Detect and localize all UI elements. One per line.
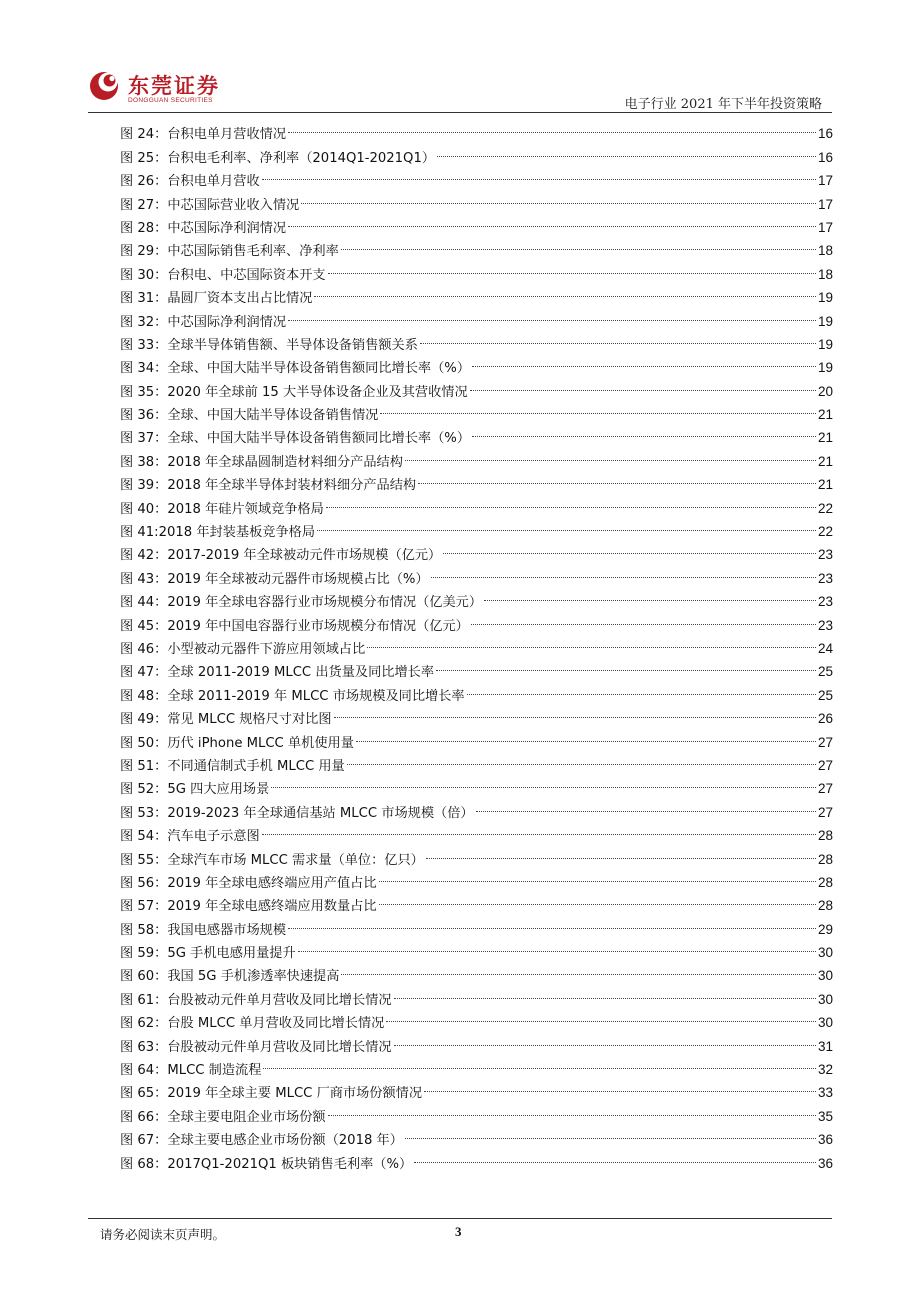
toc-dot-leader [314,279,816,302]
toc-dot-leader [437,138,816,161]
toc-entry-page: 18 [817,266,833,282]
toc-dot-leader [420,326,816,349]
toc-entry-title: 图 50：历代 iPhone MLCC 单机使用量 [120,735,354,751]
toc-entry-title: 图 33：全球半导体销售额、半导体设备销售额关系 [120,337,418,353]
toc-entry-title: 图 65：2019 年全球主要 MLCC 厂商市场份额情况 [120,1086,423,1102]
toc-entry-title: 图 61：台股被动元件单月营收及同比增长情况 [120,992,392,1008]
toc-entry-page: 36 [817,1132,833,1148]
toc-dot-leader [443,536,816,559]
toc-dot-leader [418,466,816,489]
toc-dot-leader [472,419,816,442]
toc-entry-title: 图 63：台股被动元件单月营收及同比增长情况 [120,1039,392,1055]
toc-dot-leader [262,817,816,840]
toc-entry-title: 图 52：5G 四大应用场景 [120,782,270,798]
toc-entry-page: 26 [817,711,833,727]
footer-divider [88,1218,832,1219]
toc-entry-title: 图 44：2019 年全球电容器行业市场规模分布情况（亿美元） [120,595,483,611]
toc-dot-leader [263,1051,816,1074]
toc-entry-title: 图 31：晶圆厂资本支出占比情况 [120,291,313,307]
toc-entry-title: 图 55：全球汽车市场 MLCC 需求量（单位：亿只） [120,852,424,868]
toc-entry-page: 23 [817,594,833,610]
page-number: 3 [455,1224,462,1239]
toc-entry-title: 图 37：全球、中国大陆半导体设备销售额同比增长率（%） [120,431,471,447]
toc-dot-leader [472,349,816,372]
toc-dot-leader [394,980,816,1003]
toc-entry-page: 28 [817,898,833,914]
toc-entry-title: 图 35：2020 年全球前 15 大半导体设备企业及其营收情况 [120,384,468,400]
brand-name-cn: 东莞证券 [128,73,220,98]
toc-entry-page: 28 [817,851,833,867]
toc-entry-title: 图 38：2018 年全球晶圆制造材料细分产品结构 [120,454,403,470]
toc-entry-title: 图 66：全球主要电阻企业市场份额 [120,1109,326,1125]
toc-entry-page: 17 [817,196,833,212]
toc-entry-title: 图 68：2017Q1-2021Q1 板块销售毛利率（%） [120,1156,413,1172]
toc-entry-page: 35 [817,1108,833,1124]
toc-dot-leader [334,700,816,723]
toc-entry-title: 图 36：全球、中国大陆半导体设备销售情况 [120,408,379,424]
toc-entry-title: 图 40：2018 年硅片领域竞争格局 [120,501,324,517]
toc-dot-leader [341,232,816,255]
toc-entry-title: 图 67：全球主要电感企业市场份额（2018 年） [120,1133,403,1149]
toc-entry-title: 图 45：2019 年中国电容器行业市场规模分布情况（亿元） [120,618,469,634]
company-logo [88,68,218,108]
report-title: 电子行业 2021 年下半年投资策略 [624,97,822,112]
toc-dot-leader [328,255,816,278]
toc-entry-title: 图 26：台积电单月营收 [120,174,260,190]
toc-dot-leader [328,1097,816,1120]
toc-dot-leader [271,770,816,793]
toc-entry-page: 30 [817,945,833,961]
toc-entry-page: 33 [817,1085,833,1101]
toc-entry-page: 27 [817,757,833,773]
toc-entry-page: 20 [817,383,833,399]
toc-entry-page: 22 [817,524,833,540]
toc-entry[interactable] [120,115,833,143]
toc-entry-title: 图 53：2019-2023 年全球通信基站 MLCC 市场规模（倍） [120,805,474,821]
toc-entry-title: 图 56：2019 年全球电感终端应用产值占比 [120,875,377,891]
toc-entry-title: 图 30：台积电、中芯国际资本开支 [120,267,326,283]
toc-dot-leader [405,442,816,465]
toc-entry-page: 31 [817,1038,833,1054]
toc-entry-page: 32 [817,1062,833,1078]
toc-entry-page: 24 [817,640,833,656]
toc-entry-title: 图 48：全球 2011-2019 年 MLCC 市场规模及同比增长率 [120,688,465,704]
toc-dot-leader [379,887,816,910]
toc-entry-page: 28 [817,828,833,844]
toc-dot-leader [414,1144,816,1167]
toc-entry-page: 17 [817,173,833,189]
toc-dot-leader [341,957,816,980]
toc-dot-leader [380,396,816,419]
toc-entry-title: 图 42：2017-2019 年全球被动元件市场规模（亿元） [120,548,442,564]
toc-entry-page: 29 [817,921,833,937]
toc-dot-leader [424,1074,816,1097]
toc-entry-page: 21 [817,430,833,446]
toc-entry-page: 17 [817,219,833,235]
toc-entry-title: 图 39：2018 年全球半导体封装材料细分产品结构 [120,478,417,494]
toc-dot-leader [471,606,816,629]
toc-entry-title: 图 28：中芯国际净利润情况 [120,220,287,236]
toc-dot-leader [470,372,816,395]
toc-entry-page: 23 [817,547,833,563]
toc-entry-title: 图 34：全球、中国大陆半导体设备销售额同比增长率（%） [120,361,471,377]
toc-entry-title: 图 62：台股 MLCC 单月营收及同比增长情况 [120,1016,385,1032]
toc-entry-page: 27 [817,734,833,750]
toc-entry-title: 图 59：5G 手机电感用量提升 [120,946,296,962]
toc-dot-leader [405,1121,816,1144]
toc-entry-title: 图 54：汽车电子示意图 [120,829,260,845]
toc-entry-page: 19 [817,313,833,329]
toc-entry-title: 图 64：MLCC 制造流程 [120,1063,262,1079]
toc-entry-title: 图 46：小型被动元器件下游应用领域占比 [120,641,366,657]
toc-entry-title: 图 29：中芯国际销售毛利率、净利率 [120,244,339,260]
toc-entry-page: 25 [817,687,833,703]
toc-entry-page: 21 [817,477,833,493]
toc-entry-page: 22 [817,500,833,516]
footer-disclaimer: 请务必阅读末页声明。 [100,1227,226,1242]
toc-entry-title: 图 58：我国电感器市场规模 [120,922,287,938]
toc-entry-title: 图 24：台积电单月营收情况 [120,127,287,143]
toc-entry-page: 27 [817,781,833,797]
brand-name-en: DONGGUAN SECURITIES [128,97,213,104]
toc-dot-leader [386,1004,816,1027]
toc-dot-leader [431,559,816,582]
toc-entry-page: 23 [817,570,833,586]
toc-entry-title: 图 27：中芯国际营业收入情况 [120,197,300,213]
toc-dot-leader [356,723,816,746]
toc-dot-leader [394,1027,816,1050]
toc-dot-leader [347,747,816,770]
toc-entry-title: 图 47：全球 2011-2019 MLCC 出货量及同比增长率 [120,665,435,681]
toc-entry-title: 图 43：2019 年全球被动元器件市场规模占比（%） [120,571,429,587]
toc-dot-leader [379,864,816,887]
toc-dot-leader [484,583,816,606]
toc-dot-leader [288,302,816,325]
toc-entry-page: 30 [817,1015,833,1031]
toc-dot-leader [298,934,816,957]
toc-dot-leader [436,653,816,676]
toc-entry-page: 18 [817,243,833,259]
logo-emblem-icon [88,68,124,104]
toc-dot-leader [301,185,816,208]
toc-entry-title: 图 25：台积电毛利率、净利率（2014Q1-2021Q1） [120,150,436,166]
toc-entry-page: 30 [817,991,833,1007]
toc-dot-leader [476,793,816,816]
toc-entry-title: 图 57：2019 年全球电感终端应用数量占比 [120,899,377,915]
toc-entry-page: 16 [817,149,833,165]
toc-dot-leader [288,910,816,933]
header-divider [88,112,832,113]
toc-entry-page: 30 [817,968,833,984]
toc-entry-page: 36 [817,1155,833,1171]
toc-dot-leader [288,209,816,232]
toc-entry-page: 25 [817,664,833,680]
toc-dot-leader [426,840,816,863]
toc-entry-title: 图 49：常见 MLCC 规格尺寸对比图 [120,712,332,728]
figure-list [120,115,833,1172]
toc-entry-title: 图 41:2018 年封装基板竞争格局 [120,525,316,541]
toc-entry-page: 19 [817,336,833,352]
toc-entry-title: 图 32：中芯国际净利润情况 [120,314,287,330]
toc-entry-page: 27 [817,804,833,820]
toc-entry-page: 19 [817,290,833,306]
toc-dot-leader [326,489,816,512]
toc-entry-page: 16 [817,126,833,142]
toc-entry-page: 19 [817,360,833,376]
toc-dot-leader [288,115,816,138]
toc-dot-leader [262,162,816,185]
toc-entry-page: 21 [817,453,833,469]
toc-entry-page: 28 [817,874,833,890]
toc-dot-leader [467,676,816,699]
toc-entry-title: 图 60：我国 5G 手机渗透率快速提高 [120,969,340,985]
toc-entry-page: 21 [817,407,833,423]
toc-dot-leader [367,630,816,653]
toc-dot-leader [317,513,816,536]
toc-entry-title: 图 51：不同通信制式手机 MLCC 用量 [120,758,345,774]
toc-entry-page: 23 [817,617,833,633]
